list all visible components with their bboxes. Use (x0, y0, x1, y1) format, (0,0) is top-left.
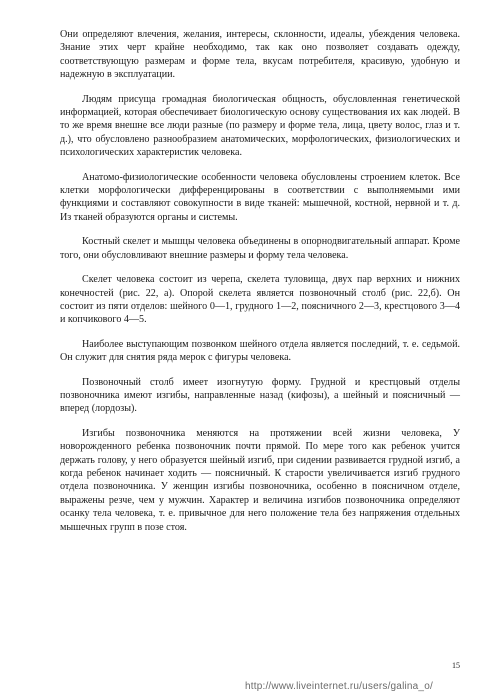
footer-url: http://www.liveinternet.ru/users/galina_o/ (245, 681, 433, 692)
document-body (60, 28, 460, 545)
page-number: 15 (452, 661, 460, 670)
paragraph-2: Людям присуща громадная биологическая общность, обусловленная генетической информацией, которая обеспечивает биологическую основу существования их как людей. В то же время внешне все люди разные (по размеру и форме тела, лица, цвету волос, глаз и т. д.), что обусловлено разнообразием анатомических, морфологических, физиологических и психологических характеристик человека. (60, 93, 460, 159)
paragraph-4: Костный скелет и мышцы человека объединены в опорнодвигательный аппарат. Кроме того, они обусловливают внешние размеры и форму тела человека. (60, 236, 460, 261)
paragraph-3: Анатомо-физиологические особенности человека обусловлены строением клеток. Все клетки морфологически дифференцированы в соответствии с выполняемыми ими функциями и составляют совокупности в виде тканей: мышечной, костной, нервной и т. д. Из тканей образуются органы и системы. (60, 171, 460, 223)
paragraph-7: Позвоночный столб имеет изогнутую форму. Грудной и крестцовый отделы позвоночника имеют изгибы, направленные назад (кифозы), а шейный и поясничный — вперед (лордозы). (60, 376, 460, 415)
paragraph-1: Они определяют влечения, желания, интересы, склонности, идеалы, убеждения человека. Знание этих черт крайне необходимо, так как оно позволяет создавать одежду, соответствующую размерам и форме тела, вкусам потребителя, красивую, удобную и надежную в эксплуатации. (60, 29, 460, 81)
paragraph-8: Изгибы позвоночника меняются на протяжении всей жизни человека, У новорожденного ребенка позвоночник почти прямой. По мере того как ребенок учится держать голову, у него образуется шейный изгиб, при сидении развивается грудной изгиб, а когда ребенок начинает ходить — поясничный. К старости увеличивается изгиб грудного отдела позвоночника. У женщин изгибы позвоночника, особенно в поясничном отделе, выражены резче, чем у мужчин. Характер и величина изгибов позвоночника определяют осанку тела человека, т. е. привычное для него положение тела без напряжения отдельных мышечных групп в позе стоя. (60, 427, 460, 533)
paragraph-6: Наиболее выступающим позвонком шейного отдела является последний, т. е. седьмой. Он служит для снятия ряда мерок с фигуры человека. (60, 338, 460, 364)
paragraph-5: Скелет человека состоит из черепа, скелета туловища, двух пар верхних и нижних конечностей (рис. 22, а). Опорой скелета является позвоночный столб (рис. 22,б). Он состоит из пяти отделов: шейного 0—1, грудного 1—2, поясничного 2—3, крестцового 3—4 и копчикового 4—5. (60, 274, 460, 326)
